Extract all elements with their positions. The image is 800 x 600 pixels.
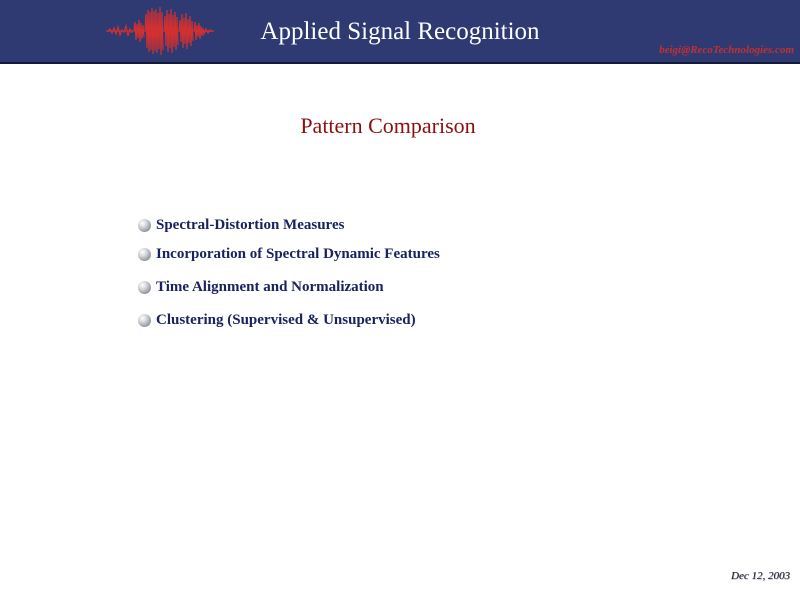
bullet-text: Time Alignment and Normalization	[156, 279, 384, 295]
bullet-item	[138, 271, 440, 304]
bullet-item	[138, 212, 440, 238]
bullet-text: Incorporation of Spectral Dynamic Features	[156, 246, 440, 262]
header-bar	[0, 0, 800, 64]
bullet-item	[138, 304, 440, 337]
bullet-text: Clustering (Supervised & Unsupervised)	[156, 312, 416, 328]
slide-date: Dec 12, 2003	[731, 570, 790, 582]
bullet-item	[138, 238, 440, 271]
sphere-bullet-icon	[138, 219, 151, 232]
waveform-icon	[104, 0, 218, 62]
sphere-bullet-icon	[138, 281, 151, 294]
sphere-bullet-icon	[138, 314, 151, 327]
bullet-text: Spectral-Distortion Measures	[156, 216, 345, 233]
author-email: beigi@RecoTechnologies.com	[659, 44, 794, 56]
slide-title: Pattern Comparison	[300, 113, 476, 138]
presentation-title: Applied Signal Recognition	[260, 18, 540, 45]
bullet-list	[138, 212, 440, 337]
sphere-bullet-icon	[138, 248, 151, 261]
